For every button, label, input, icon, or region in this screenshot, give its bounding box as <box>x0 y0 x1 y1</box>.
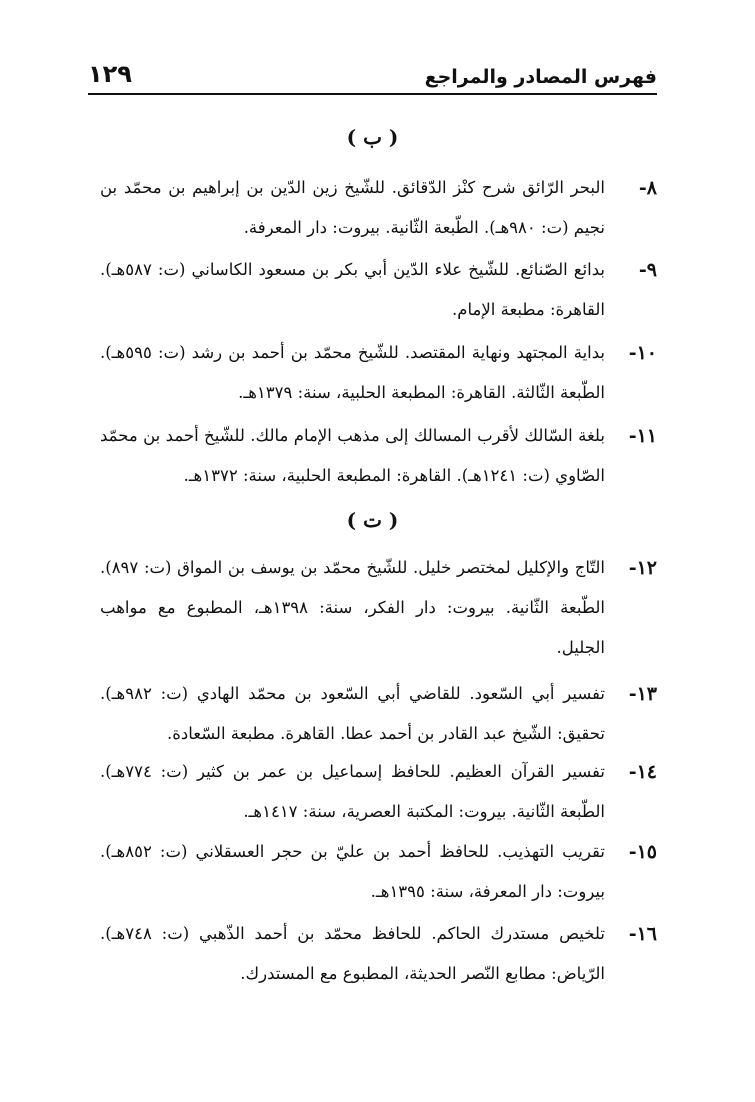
entry-text: بدائع الصّنائع. للشّيخ علاء الدّين أبي بكر بن مسعود الكاساني (ت: ٥٨٧هـ). القاهرة: مطبعة الإمام. <box>100 260 605 319</box>
entry-number: ١٦- <box>628 923 657 945</box>
entry-number: ١٢- <box>628 557 657 579</box>
entry-number: ١٥- <box>628 841 657 863</box>
entry-text: تفسير القرآن العظيم. للحافظ إسماعيل بن عمر بن كثير (ت: ٧٧٤هـ). الطّبعة الثّانية. بيروت: المكتبة العصرية، سنة: ١٤١٧هـ. <box>100 762 605 821</box>
entry-number: ١٣- <box>628 683 657 705</box>
page-header <box>88 58 657 88</box>
entry-number: ١٠- <box>628 342 657 364</box>
bibliography-entry <box>100 548 657 668</box>
entry-text: البحر الرّائق شرح كنْز الدّقائق. للشّيخ زين الدّين بن إبراهيم بن محمّد بن نجيم (ت: ٩٨٠هـ). الطّبعة الثّانية. بيروت: دار المعرفة. <box>100 178 605 237</box>
entry-number: ٨- <box>638 177 657 199</box>
entry-number: ١٤- <box>628 761 657 783</box>
entry-text: بلغة السّالك لأقرب المسالك إلى مذهب الإمام مالك. للشّيخ أحمد بن محمّد الصّاوي (ت: ١٢٤١هـ). القاهرة: المطبعة الحلبية، سنة: ١٣٧٢هـ. <box>100 426 605 485</box>
entry-text: تفسير أبي السّعود. للقاضي أبي السّعود بن محمّد الهادي (ت: ٩٨٢هـ). تحقيق: الشّيخ عبد القادر بن أحمد عطا. القاهرة. مطبعة السّعادة. <box>100 684 605 743</box>
bibliography-entry <box>100 752 657 832</box>
section-heading-ta: ( ت ) <box>346 508 399 532</box>
bibliography-entry <box>100 168 657 248</box>
entry-number: ١١- <box>628 425 657 447</box>
entry-text: تلخيص مستدرك الحاكم. للحافظ محمّد بن أحمد الذّهبي (ت: ٧٤٨هـ). الرّياض: مطابع النّصر الحديثة، المطبوع مع المستدرك. <box>100 924 605 983</box>
bibliography-entry <box>100 674 657 754</box>
bibliography-entry <box>100 250 657 330</box>
bibliography-entry <box>100 914 657 994</box>
section-heading-ba: ( ب ) <box>346 125 399 149</box>
bibliography-entry <box>100 416 657 496</box>
page-number: ١٢٩ <box>88 60 132 88</box>
bibliography-entry <box>100 832 657 912</box>
running-title: فهرس المصادر والمراجع <box>424 66 657 88</box>
header-rule <box>88 93 657 95</box>
entry-text: تقريب التهذيب. للحافظ أحمد بن عليّ بن حجر العسقلاني (ت: ٨٥٢هـ). بيروت: دار المعرفة، سنة: ١٣٩٥هـ. <box>100 842 605 901</box>
entry-text: بداية المجتهد ونهاية المقتصد. للشّيخ محمّد بن أحمد بن رشد (ت: ٥٩٥هـ). الطّبعة الثّالثة. القاهرة: المطبعة الحلبية، سنة: ١٣٧٩هـ. <box>100 343 605 402</box>
entry-text: التّاج والإكليل لمختصر خليل. للشّيخ محمّد بن يوسف بن المواق (ت: ٨٩٧). الطّبعة الثّانية. بيروت: دار الفكر، سنة: ١٣٩٨هـ، المطبوع مع مواهب الجليل. <box>100 558 605 657</box>
entry-number: ٩- <box>638 259 657 281</box>
bibliography-entry <box>100 333 657 413</box>
